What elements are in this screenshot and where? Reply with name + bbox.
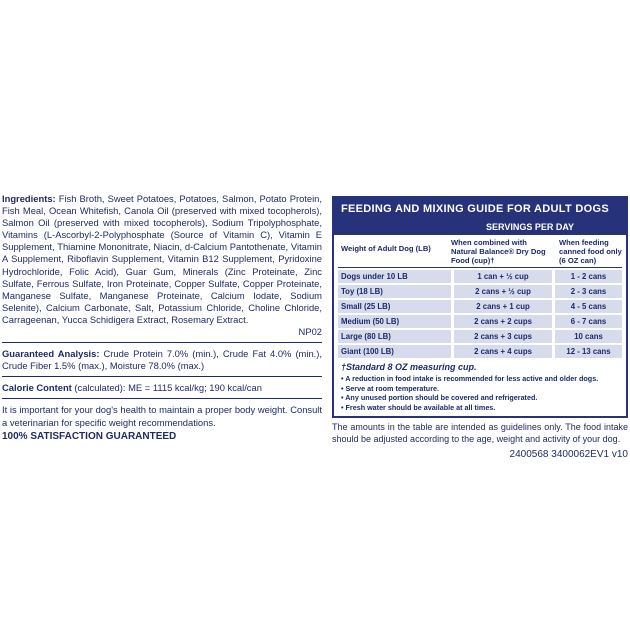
cell-combined: 2 cans + 1 cup	[454, 300, 552, 313]
feeding-guide-table	[334, 220, 626, 416]
cell-weight: Giant (100 LB)	[338, 345, 451, 358]
cell-combined: 2 cans + 3 cups	[454, 330, 552, 343]
analysis-text: Crude Protein 7.0% (min.), Crude Fat 4.0% (min.), Crude Fiber 1.5% (max.), Moisture 78.0% (max.)	[2, 348, 322, 372]
note-item: • Serve at room temperature.	[341, 383, 439, 393]
calorie-paragraph	[2, 382, 322, 394]
feeding-guide-title: FEEDING AND MIXING GUIDE FOR ADULT DOGS	[341, 203, 609, 215]
divider	[2, 342, 322, 343]
cell-weight: Small (25 LB)	[338, 300, 451, 313]
cell-combined: 2 cans + 4 cups	[454, 345, 552, 358]
cell-canned: 12 - 13 cans	[555, 345, 622, 358]
ingredients-paragraph	[2, 193, 322, 326]
cell-canned: 4 - 5 cans	[555, 300, 622, 313]
table-row	[338, 285, 622, 298]
cell-canned: 2 - 3 cans	[555, 285, 622, 298]
analysis-paragraph	[2, 348, 322, 372]
note-item: • Fresh water should be available at all times.	[341, 402, 496, 412]
product-code: 2400568 3400062EV1 v10	[509, 449, 628, 460]
cell-weight: Toy (18 LB)	[338, 285, 451, 298]
ingredients-text: Fish Broth, Sweet Potatoes, Potatoes, Salmon, Potato Protein, Fish Meal, Ocean Whitefish, Canola Oil (preserved with mixed tocopherols), Salmon Oil (preserved with mixed tocopherols), Sodium Tripolyphosphate, Vitamins (L-Ascorbyl-2-Polyphosphate (Source of Vitamin C), Vitamin E Supplement, Thiamine Mononitrate, Niacin, d-Calcium Pantothenate, Vitamin A Supplement, Riboflavin Supplement, Vitamin B12 Supplement, Pyridoxine Hydrochloride, Folic Acid), Guar Gum, Minerals (Zinc Proteinate, Zinc Sulfate, Ferrous Sulfate, Iron Proteinate, Copper Sulfate, Copper Proteinate, Manganese Sulfate, Manganese Proteinate, Calcium Iodate, Sodium Selenite), Calcium Carbonate, Salt, Potassium Chloride, Choline Chloride, Carrageenan, Yucca Schidigera Extract, Rosemary Extract.	[2, 193, 322, 325]
ingredients-label: Ingredients:	[2, 193, 56, 204]
divider	[2, 398, 322, 399]
feeding-notes	[338, 374, 622, 412]
divider	[2, 376, 322, 377]
analysis-label: Guaranteed Analysis:	[2, 348, 100, 360]
cell-weight: Large (80 LB)	[338, 330, 451, 343]
feeding-guide-column	[332, 196, 628, 460]
table-row	[338, 315, 622, 328]
standard-cup-note: †Standard 8 OZ measuring cup.	[341, 362, 477, 372]
calorie-label: Calorie Content	[2, 382, 72, 394]
feeding-guide-box	[332, 196, 628, 418]
satisfaction-guarantee: 100% SATISFACTION GUARANTEED	[2, 430, 177, 442]
cell-canned: 1 - 2 cans	[555, 270, 622, 283]
cell-canned: 6 - 7 cans	[555, 315, 622, 328]
table-row	[338, 270, 622, 283]
note-item: • A reduction in food intake is recommended for less active and older dogs.	[341, 374, 599, 383]
table-row	[338, 345, 622, 358]
cell-combined: 2 cans + 2 cups	[454, 315, 552, 328]
table-row	[338, 300, 622, 313]
servings-header	[334, 220, 626, 235]
table-header	[338, 235, 622, 268]
header-weight: Weight of Adult Dog (LB)	[341, 244, 431, 253]
header-combined: When combined with Natural Balance® Dry Dog Food (cup)†	[451, 238, 546, 265]
cell-canned: 10 cans	[555, 330, 622, 343]
cell-combined: 2 cans + ½ cup	[454, 285, 552, 298]
weight-advice: It is important for your dog's health to maintain a proper body weight. Consult a veterinarian for specific weight recommendations.	[2, 404, 322, 428]
header-canned: When feeding canned food only (6 OZ can)	[559, 238, 622, 265]
servings-label: SERVINGS PER DAY	[485, 222, 575, 232]
note-item: • Any unused portion should be covered and refrigerated.	[341, 393, 538, 402]
calorie-text: (calculated): ME = 1115 kcal/kg; 190 kcal/can	[74, 382, 262, 394]
table-row	[338, 330, 622, 343]
ingredients-code: NP02	[298, 326, 322, 338]
label-left-column	[2, 193, 322, 443]
cell-combined: 1 can + ½ cup	[454, 270, 552, 283]
cell-weight: Dogs under 10 LB	[338, 270, 451, 283]
cell-weight: Medium (50 LB)	[338, 315, 451, 328]
guideline-footnote: The amounts in the table are intended as guidelines only. The food intake should be adjusted according to the age, weight and activity of your dog.	[332, 422, 628, 444]
